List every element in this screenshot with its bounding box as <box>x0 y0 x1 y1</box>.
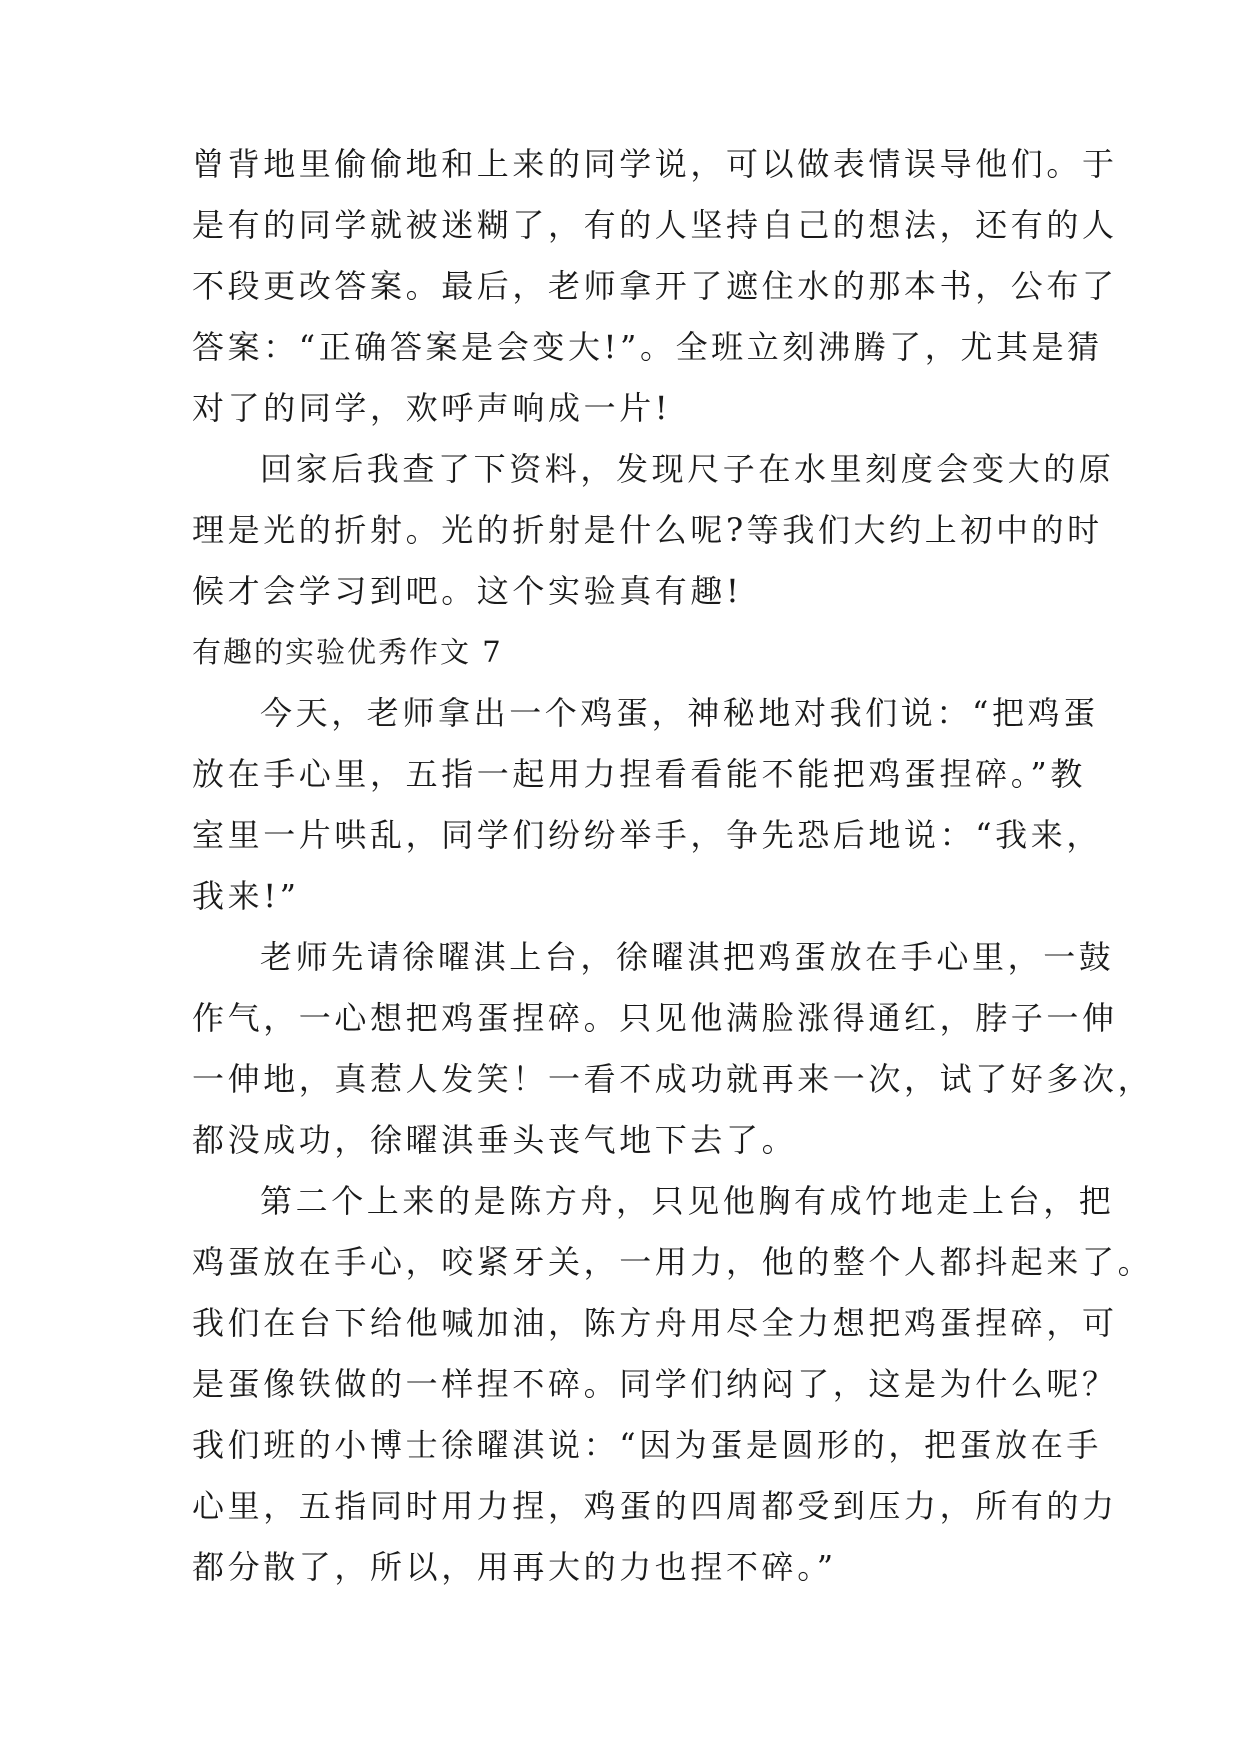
text-line: 都分散了，所以，用再大的力也捏不碎。” <box>192 1548 837 1586</box>
text-line: 对了的同学，欢呼声响成一片! <box>192 389 672 427</box>
text-line: 我们在台下给他喊加油，陈方舟用尽全力想把鸡蛋捏碎，可 <box>192 1304 1118 1342</box>
section-heading: 有趣的实验优秀作文 7 <box>192 635 503 669</box>
text-line: 不段更改答案。最后，老师拿开了遮住水的那本书，公布了 <box>192 267 1118 305</box>
text-line: 作气，一心想把鸡蛋捏碎。只见他满脸涨得通红，脖子一伸 <box>192 999 1118 1037</box>
text-line: 答案：“正确答案是会变大!”。全班立刻沸腾了，尤其是猜 <box>192 328 1103 366</box>
paragraph-first-line: 老师先请徐曜淇上台，徐曜淇把鸡蛋放在手心里，一鼓 <box>260 938 1115 976</box>
text-line: 室里一片哄乱，同学们纷纷举手，争先恐后地说：“我来， <box>192 816 1102 854</box>
text-line: 理是光的折射。光的折射是什么呢?等我们大约上初中的时 <box>192 511 1103 549</box>
text-line: 是蛋像铁做的一样捏不碎。同学们纳闷了，这是为什么呢？ <box>192 1365 1118 1403</box>
text-line: 都没成功，徐曜淇垂头丧气地下去了。 <box>192 1121 798 1159</box>
text-line: 一伸地，真惹人发笑！一看不成功就再来一次，试了好多次， <box>192 1060 1154 1098</box>
paragraph-first-line: 今天，老师拿出一个鸡蛋，神秘地对我们说：“把鸡蛋 <box>260 694 1099 732</box>
text-line: 我来!” <box>192 877 300 915</box>
paragraph-first-line: 第二个上来的是陈方舟，只见他胸有成竹地走上台，把 <box>260 1182 1115 1220</box>
text-line: 是有的同学就被迷糊了，有的人坚持自己的想法，还有的人 <box>192 206 1118 244</box>
text-line: 放在手心里，五指一起用力捏看看能不能把鸡蛋捏碎。”教 <box>192 755 1086 793</box>
text-line: 鸡蛋放在手心，咬紧牙关，一用力，他的整个人都抖起来了。 <box>192 1243 1154 1281</box>
document-body <box>192 134 1154 1598</box>
text-line: 我们班的小博士徐曜淇说：“因为蛋是圆形的，把蛋放在手 <box>192 1426 1102 1464</box>
text-line: 曾背地里偷偷地和上来的同学说，可以做表情误导他们。于 <box>192 145 1118 183</box>
text-line: 候才会学习到吧。这个实验真有趣! <box>192 572 743 610</box>
text-line: 心里，五指同时用力捏，鸡蛋的四周都受到压力，所有的力 <box>192 1487 1118 1525</box>
paragraph-first-line: 回家后我查了下资料，发现尺子在水里刻度会变大的原 <box>260 450 1115 488</box>
